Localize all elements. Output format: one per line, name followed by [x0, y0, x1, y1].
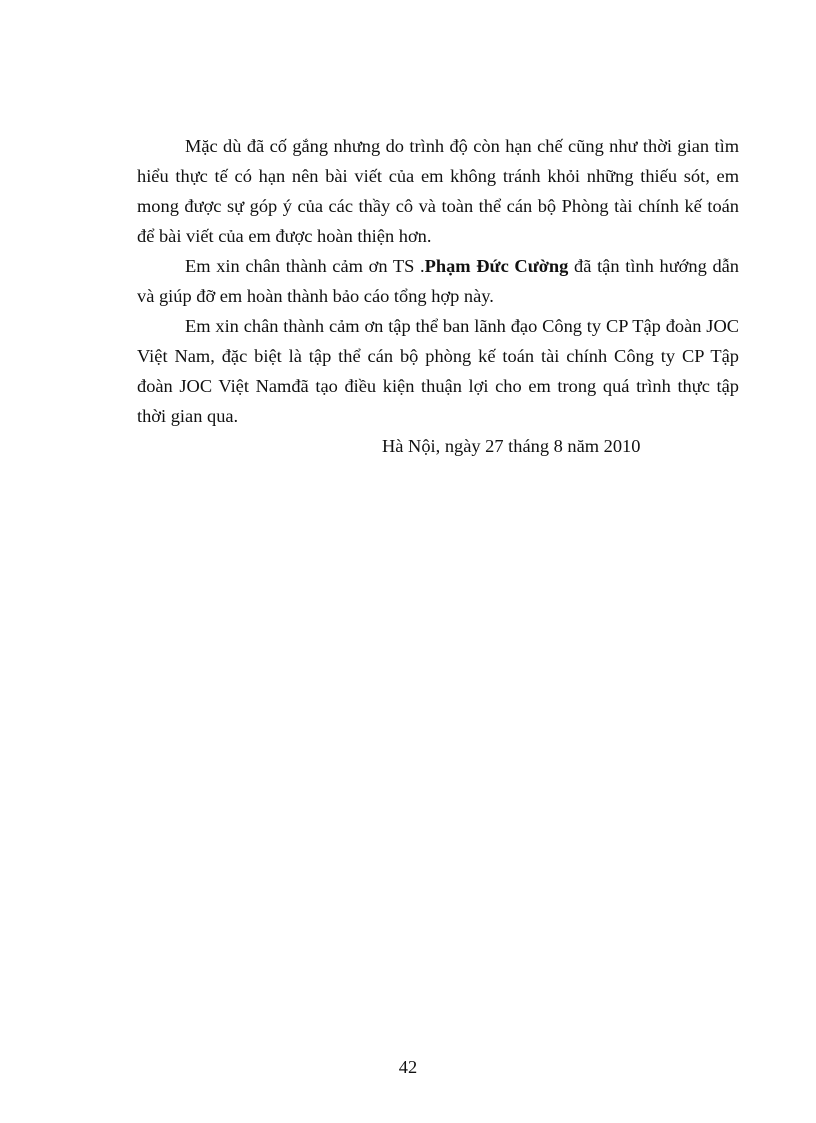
advisor-name: Phạm Đức Cường	[424, 256, 569, 276]
thanks-advisor-prefix: Em xin chân thành cảm ơn TS .	[185, 256, 425, 276]
date-line: Hà Nội, ngày 27 tháng 8 năm 2010	[382, 436, 641, 456]
paragraph-effort: Mặc dù đã cố gắng nhưng do trình độ còn hạn chế cũng như thời gian tìm hiểu thực tế có hạn nên bài viết của em không tránh khỏi những thiếu sót, em mong được sự góp ý của các thầy cô và toàn thể cán bộ Phòng tài chính kế toán để bài viết của em được hoàn thiện hơn.	[137, 136, 739, 246]
paragraph-thanks-advisor	[137, 251, 739, 311]
paragraph-thanks-company: Em xin chân thành cảm ơn tập thể ban lãnh đạo Công ty CP Tập đoàn JOC Việt Nam, đặc biệt là tập thể cán bộ phòng kế toán tài chính Công ty CP Tập đoàn JOC Việt Namđã tạo điều kiện thuận lợi cho em trong quá trình thực tập thời gian qua.	[137, 316, 739, 426]
document-body	[137, 131, 739, 461]
page-number: 42	[398, 1057, 418, 1077]
thanks-advisor-suffix: đã tận tình hướng dẫn và giúp đỡ em hoàn thành bảo cáo tổng hợp này.	[137, 256, 739, 306]
